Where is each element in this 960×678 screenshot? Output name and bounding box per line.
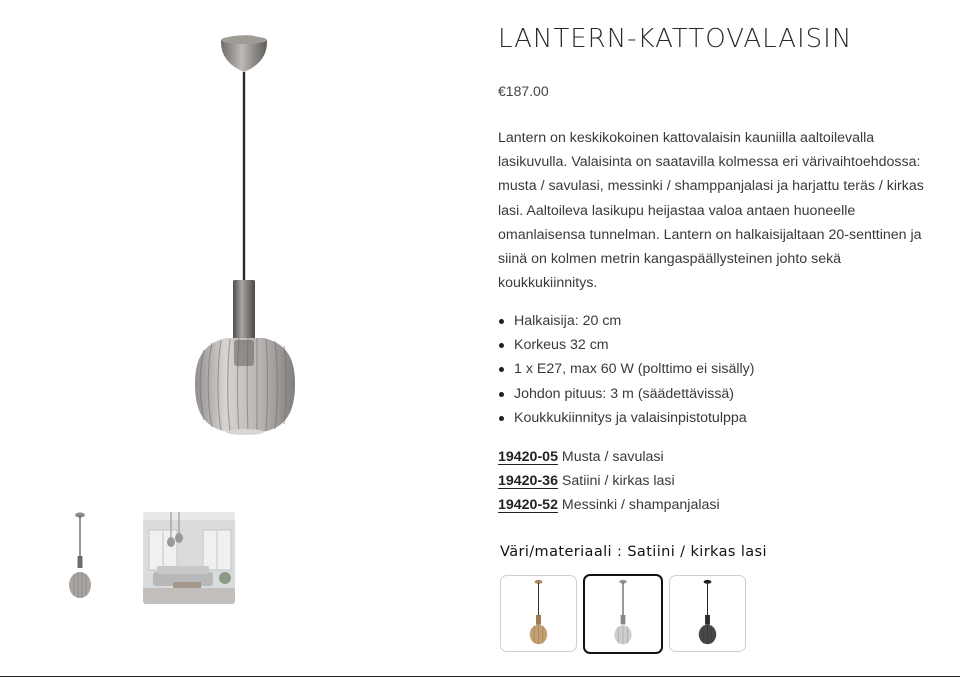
feature-item: Halkaisija: 20 cm	[498, 309, 754, 333]
variant-sku-link[interactable]: 19420-52	[498, 497, 558, 514]
product-title: LANTERN-KATTOVALAISIN	[498, 24, 853, 54]
bottom-divider	[0, 676, 960, 677]
variant-name: Messinki / shampanjalasi	[561, 497, 720, 514]
swatch-satin[interactable]	[583, 574, 663, 654]
product-price: €187.00	[498, 83, 549, 99]
brass-lamp-swatch-icon	[501, 576, 576, 651]
variant-row	[498, 445, 720, 469]
feature-item: 1 x E27, max 60 W (polttimo ei sisälly)	[498, 357, 754, 381]
variant-sku-link[interactable]: 19420-05	[498, 449, 558, 465]
variant-name: Satiini / kirkas lasi	[561, 473, 675, 490]
pendant-lamp-image[interactable]	[180, 28, 310, 440]
feature-item: Korkeus 32 cm	[498, 333, 754, 357]
feature-list	[498, 309, 754, 430]
living-room-thumbnail-icon[interactable]	[143, 512, 235, 604]
variant-row	[498, 493, 720, 517]
swatch-black[interactable]	[669, 575, 746, 652]
variant-name: Musta / savulasi	[561, 449, 664, 465]
variant-row	[498, 469, 720, 493]
variant-list	[498, 445, 720, 518]
swatch-brass[interactable]	[500, 575, 577, 652]
black-lamp-swatch-icon	[670, 576, 745, 651]
product-description: Lantern on keskikokoinen kattovalaisin kauniilla aaltoilevalla lasikuvulla. Valaisinta on saatavilla kolmessa eri värivaihtoehdossa: musta / savulasi, messinki / shamppanjalasi ja harjattu teräs / kirkas lasi. Aaltoileva lasikupu heijastaa valoa antaen huoneelle omanlaisensa tunnelman. Lantern on halkaisijaltaan 20-senttinen ja siinä on kolmen metrin kangaspäällysteinen johto sekä koukkukiinnitys.	[498, 130, 924, 292]
option-label-text: Väri/materiaali :	[500, 544, 623, 560]
satin-lamp-swatch-icon	[585, 576, 661, 652]
color-option-label	[500, 544, 767, 560]
feature-item: Johdon pituus: 3 m (säädettävissä)	[498, 382, 754, 406]
feature-item: Koukkukiinnitys ja valaisinpistotulppa	[498, 406, 754, 430]
lamp-thumbnail-icon[interactable]	[34, 512, 126, 604]
option-selected-value: Satiini / kirkas lasi	[627, 544, 767, 560]
variant-sku-link[interactable]: 19420-36	[498, 473, 558, 490]
